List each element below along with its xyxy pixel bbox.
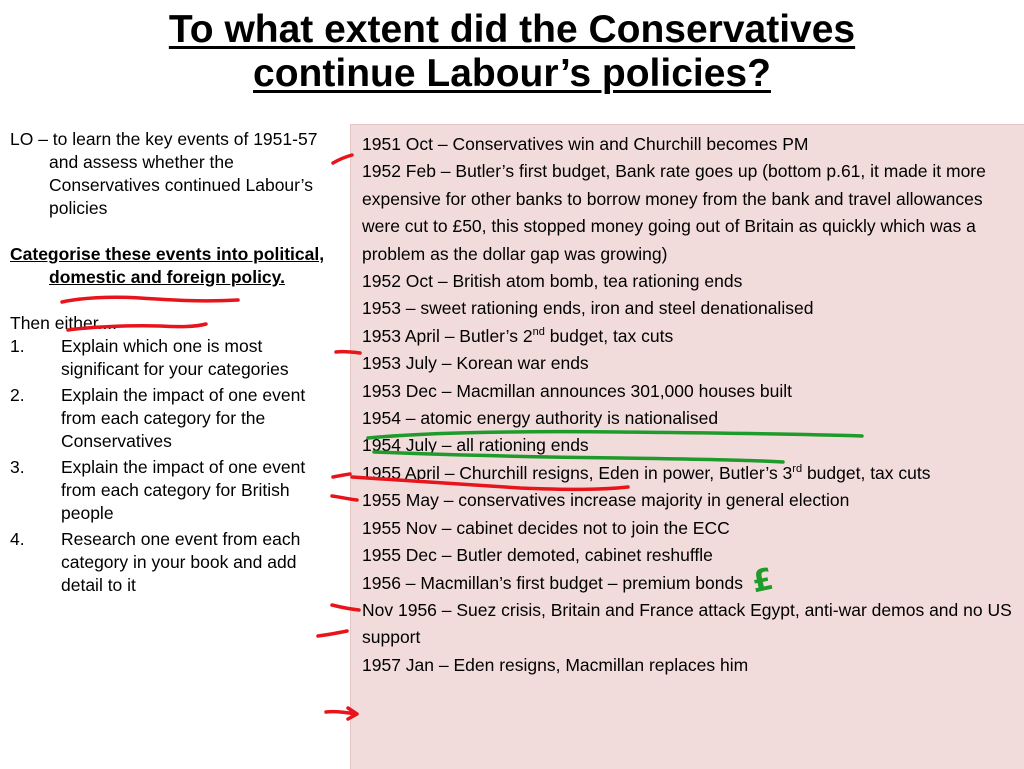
- task-item: [10, 335, 335, 381]
- task-number: 1.: [10, 336, 25, 356]
- red-mark-1956: [318, 631, 347, 636]
- timeline-event-text: budget, tax cuts: [544, 325, 674, 346]
- timeline-event: 1955 Nov – cabinet decides not to join the ECC: [362, 517, 730, 538]
- ordinal-suffix: nd: [532, 326, 545, 339]
- timeline-event: 1955 May – conservatives increase majority in general election: [362, 490, 850, 511]
- timeline-event: 1953 Dec – Macmillan announces 301,000 houses built: [362, 380, 793, 401]
- task-item: [10, 384, 335, 453]
- timeline-event-text: 1955 April – Churchill resigns, Eden in power, Butler’s 3: [362, 462, 793, 483]
- timeline-event: [362, 323, 1014, 350]
- timeline-event: 1953 July – Korean war ends: [362, 353, 589, 374]
- task-item: [10, 528, 335, 597]
- timeline-event-text: budget, tax cuts: [802, 462, 931, 483]
- red-mark-1954-july-left: [333, 474, 350, 477]
- categorise-instruction: Categorise these events into political, domestic and foreign policy.: [10, 244, 325, 287]
- slide-title: [0, 8, 1024, 96]
- task-number: 3.: [10, 457, 25, 477]
- green-pound-mark: £: [748, 561, 777, 601]
- task-number: 2.: [10, 385, 25, 405]
- task-number: 4.: [10, 529, 25, 549]
- task-text: Explain which one is most significant for your categories: [61, 336, 289, 379]
- task-text: Research one event from each category in your book and add detail to it: [61, 529, 301, 595]
- timeline-event: 1957 Jan – Eden resigns, Macmillan replaces him: [362, 654, 749, 675]
- ordinal-suffix: rd: [792, 463, 803, 476]
- task-item: [10, 456, 335, 525]
- timeline-event: 1952 Feb – Butler’s first budget, Bank rate goes up (bottom p.61, it made it more expensive for other banks to borrow money from the bank and travel allowances were cut to £50, this stopped money going out of Britain as quickly which was a problem as the dollar gap was growing): [362, 161, 986, 264]
- timeline-event: Nov 1956 – Suez crisis, Britain and France attack Egypt, anti-war demos and no US support: [362, 599, 1012, 648]
- learning-objective: LO – to learn the key events of 1951-57 and assess whether the Conservatives continued Labour’s policies: [10, 129, 318, 218]
- task-text: Explain the impact of one event from each category for the Conservatives: [61, 385, 306, 451]
- timeline-event: 1956 – Macmillan’s first budget – premium bonds: [362, 572, 743, 593]
- title-line-1: To what extent did the Conservatives: [168, 8, 856, 51]
- timeline-event: 1951 Oct – Conservatives win and Churchill becomes PM: [362, 134, 809, 154]
- task-text: Explain the impact of one event from each category for British people: [61, 457, 306, 523]
- timeline-event: [362, 460, 1014, 487]
- timeline-event: 1952 Oct – British atom bomb, tea rationing ends: [362, 271, 743, 292]
- timeline-event: 1953 – sweet rationing ends, iron and steel denationalised: [362, 298, 814, 319]
- title-line-2: continue Labour’s policies?: [253, 52, 771, 95]
- timeline-event: 1955 Dec – Butler demoted, cabinet reshuffle: [362, 545, 713, 566]
- timeline-list: [362, 131, 1014, 679]
- timeline-event: 1954 July – all rationing ends: [362, 435, 589, 456]
- timeline-event: 1954 – atomic energy authority is nationalised: [362, 408, 719, 429]
- task-list: [10, 335, 335, 597]
- instructions-column: [10, 128, 335, 600]
- timeline-event-text: 1953 April – Butler’s 2: [362, 325, 533, 346]
- then-either-text: Then either....: [10, 313, 118, 333]
